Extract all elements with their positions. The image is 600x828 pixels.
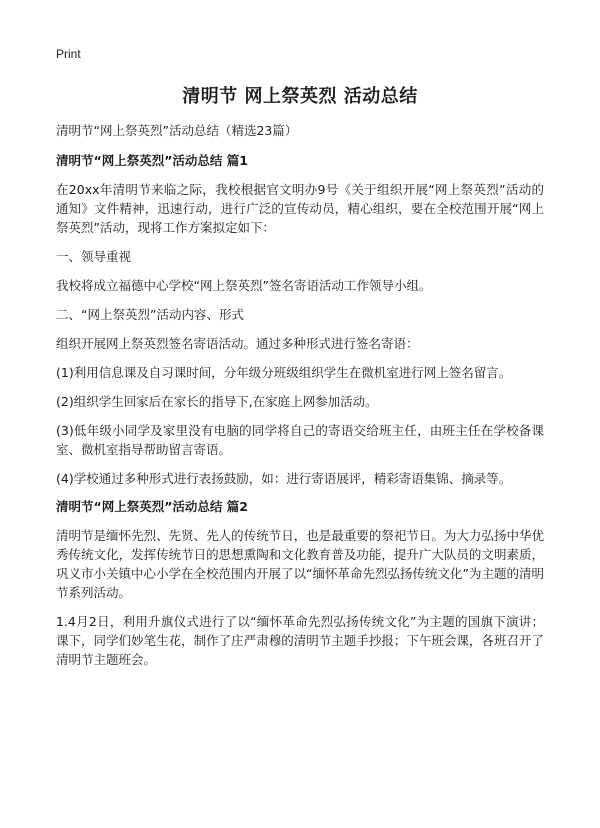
paragraph: 组织开展网上祭英烈签名寄语活动。通过多种形式进行签名寄语： xyxy=(56,336,419,351)
print-link[interactable]: Print xyxy=(56,47,81,61)
paragraph: 我校将成立福德中心学校“网上祭英烈”签名寄语活动工作领导小组。 xyxy=(56,278,432,293)
paragraph: 一、领导重视 xyxy=(56,249,132,264)
paragraph: 二、“网上祭英烈”活动内容、形式 xyxy=(56,307,244,322)
paragraph: (2)组织学生回家后在家长的指导下,在家庭上网参加活动。 xyxy=(56,394,378,409)
section-1 xyxy=(56,152,544,488)
paragraph: 清明节是缅怀先烈、先贤、先人的传统节日，也是最重要的祭祀节日。为大力弘扬中华优秀传统文化，发挥传统节日的思想熏陶和文化教育普及功能，提升广大队员的文明素质，巩义市小关镇中心小学在全校范围内开展了以“缅怀革命先烈弘扬传统文化”为主题的清明节系列活动。 xyxy=(56,528,544,600)
paragraph: (3)低年级小同学及家里没有电脑的同学将自己的寄语交给班主任，由班主任在学校备课室、微机室指导帮助留言寄语。 xyxy=(56,423,544,457)
document-subtitle: 清明节“网上祭英烈”活动总结（精选23篇） xyxy=(56,123,298,138)
section-2 xyxy=(56,498,544,669)
paragraph: (1)利用信息课及自习课时间，分年级分班级组织学生在微机室进行网上签名留言。 xyxy=(56,365,512,380)
paragraph: 在20xx年清明节来临之际，我校根据官文明办9号《关于组织开展“网上祭英烈”活动的通知》文件精神，迅速行动，进行广泛的宣传动员，精心组织，要在全校范围开展“网上祭英烈”活动，现将工作方案拟定如下： xyxy=(56,182,544,235)
section-heading: 清明节“网上祭英烈”活动总结 篇2 xyxy=(56,499,248,514)
paragraph: 1.4月2日，利用升旗仪式进行了以“缅怀革命先烈弘扬传统文化”为主题的国旗下演讲；课下，同学们妙笔生花，制作了庄严肃穆的清明节主题手抄报；下午班会课，各班召开了清明节主题班会。 xyxy=(56,614,544,667)
section-heading: 清明节“网上祭英烈”活动总结 篇1 xyxy=(56,153,248,168)
page-title: 清明节 网上祭英烈 活动总结 xyxy=(182,86,418,107)
document-body xyxy=(56,122,544,679)
paragraph: (4)学校通过多种形式进行表扬鼓励，如：进行寄语展评，精彩寄语集锦、摘录等。 xyxy=(56,471,512,486)
